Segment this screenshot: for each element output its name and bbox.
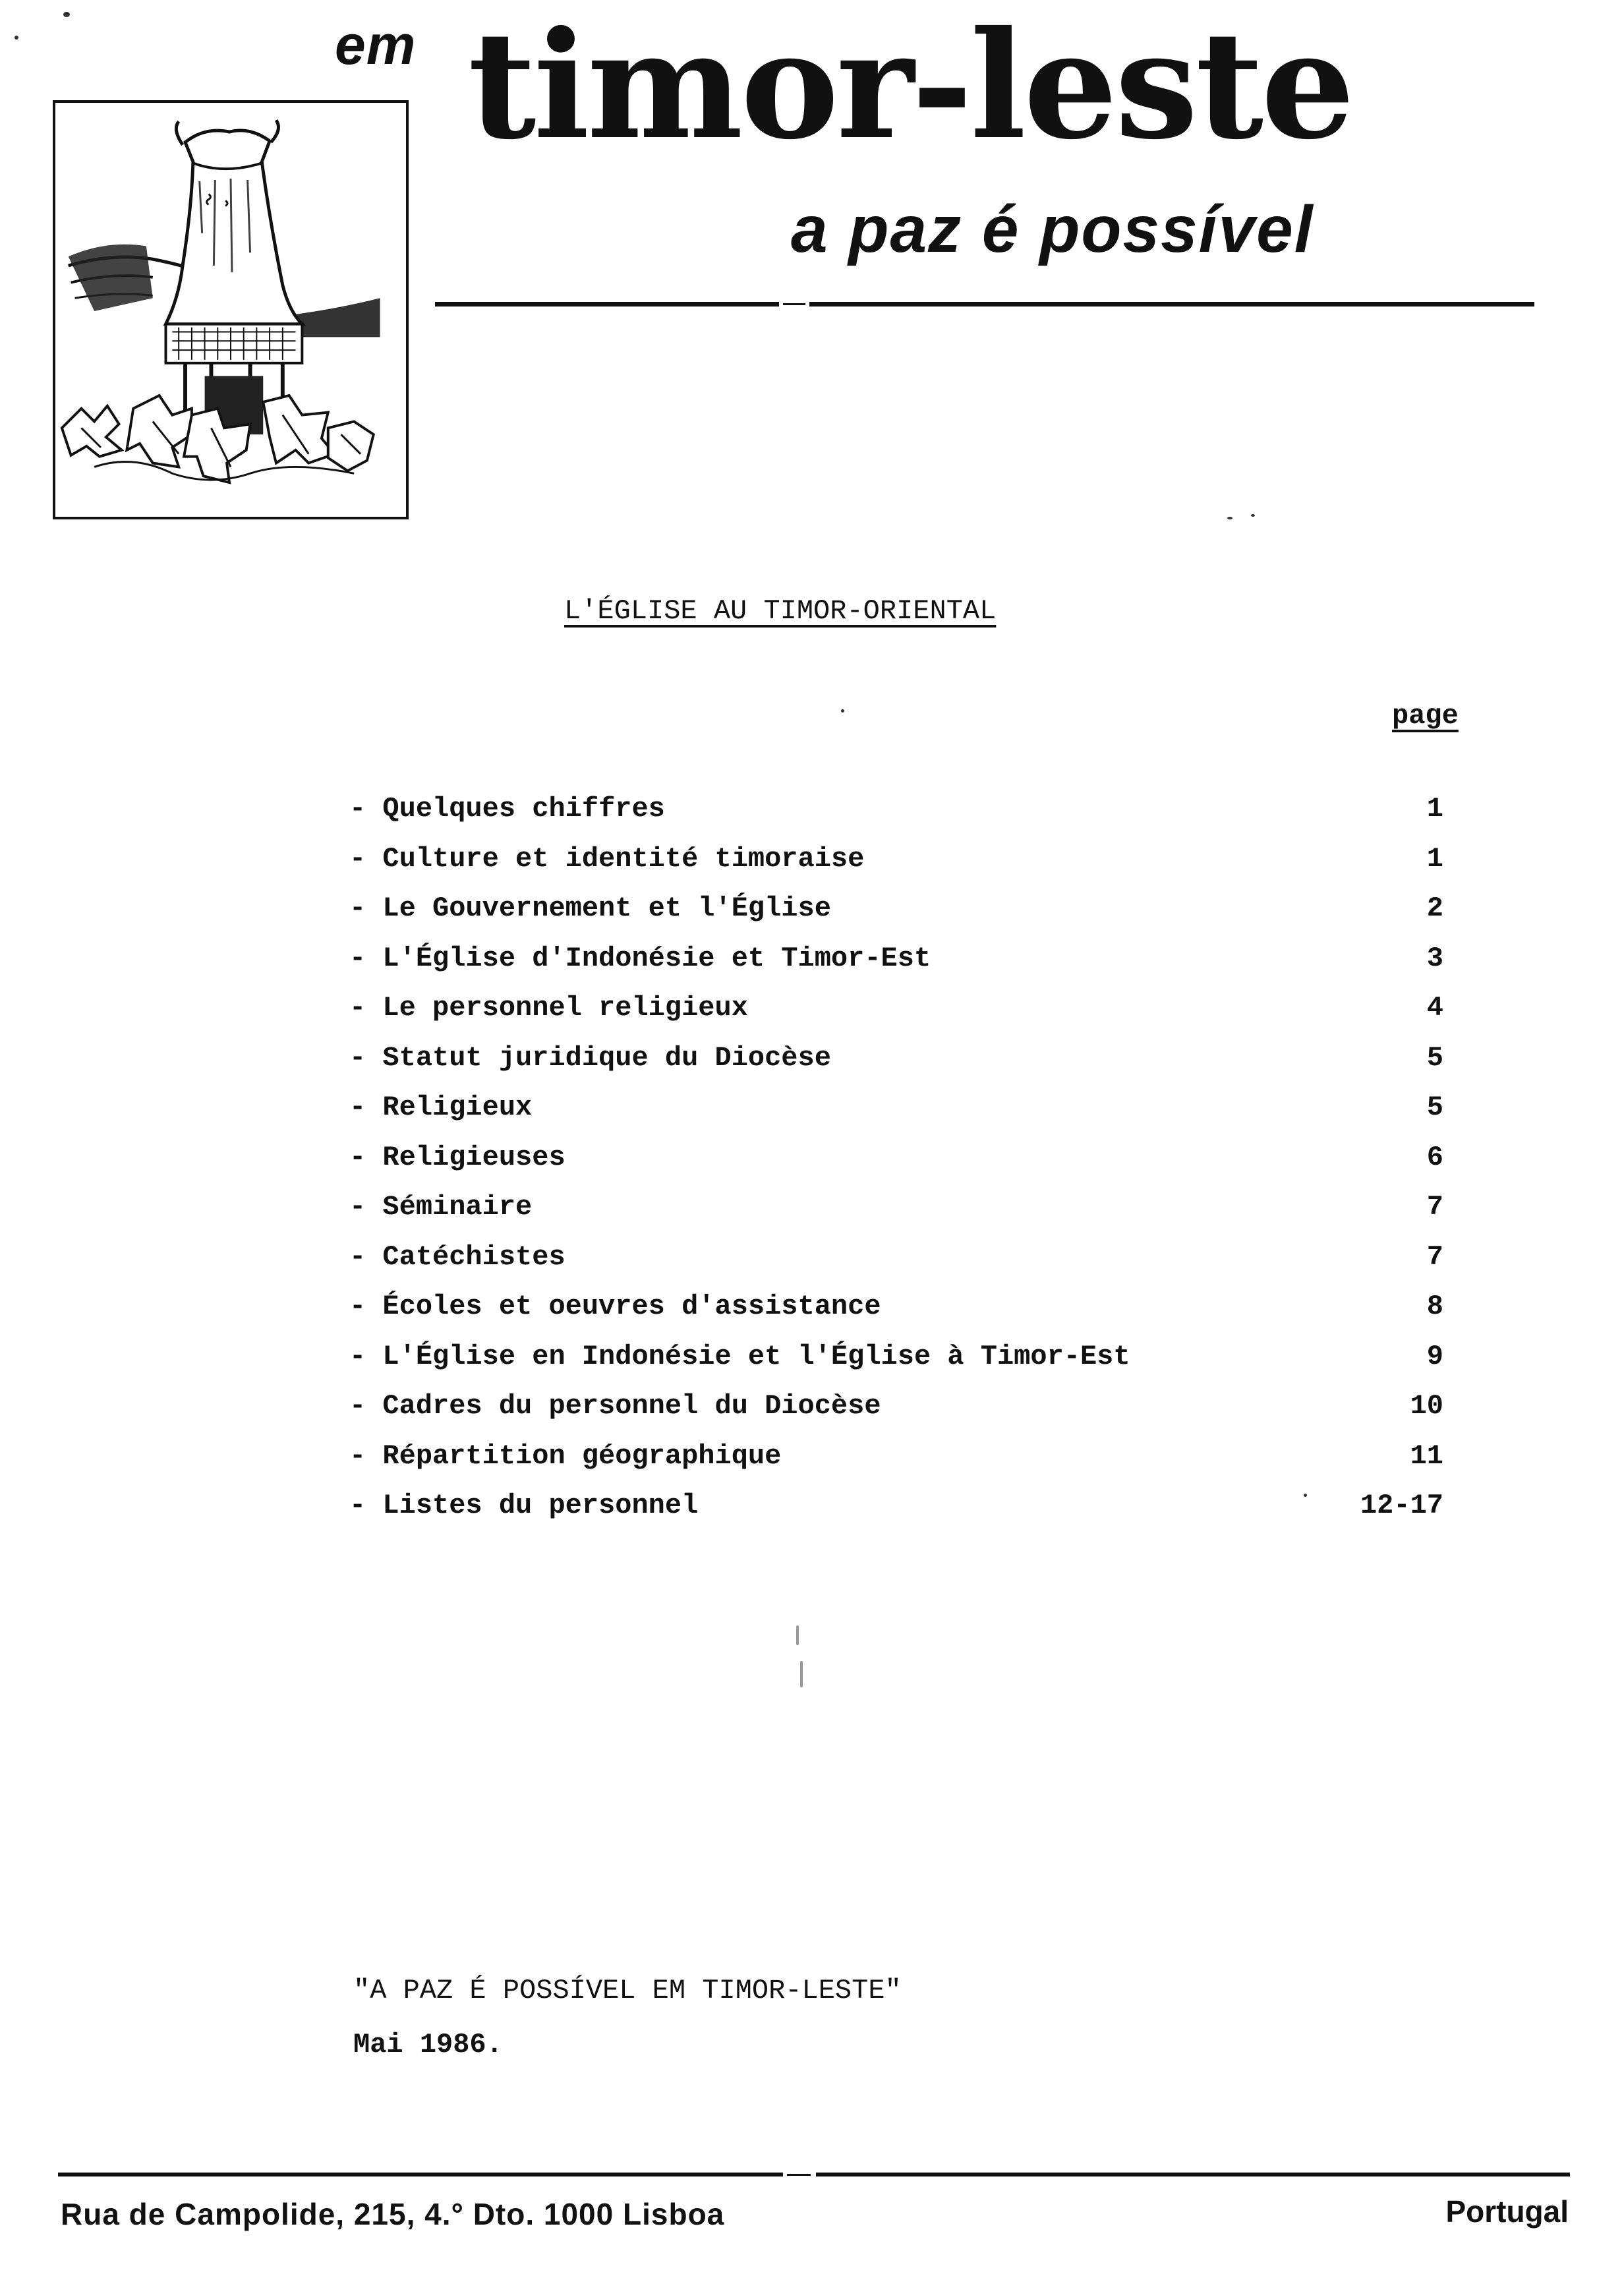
footer-rule [58, 2173, 783, 2176]
toc-entry-page: 4 [1426, 992, 1443, 1024]
table-of-contents [349, 795, 1457, 1542]
toc-entry-page: 8 [1426, 1291, 1443, 1322]
toc-entry-title: - Séminaire [349, 1191, 533, 1223]
toc-entry-page: 5 [1426, 1092, 1443, 1123]
footer-rule [816, 2173, 1570, 2176]
toc-entry-page: 1 [1426, 793, 1443, 825]
scan-speck [14, 36, 18, 40]
toc-entry-title: - Statut juridique du Diocèse [349, 1041, 831, 1074]
masthead-rule [809, 302, 1534, 307]
toc-entry-title: - Culture et identité timoraise [349, 842, 865, 875]
toc-entry-page: 1 [1426, 842, 1443, 875]
masthead-logo [53, 100, 409, 519]
toc-entry-title: - Répartition géographique [349, 1440, 782, 1472]
toc-entry [349, 1094, 1457, 1144]
toc-entry [349, 894, 1457, 945]
toc-entry-title: - Religieuses [349, 1141, 566, 1173]
toc-entry-title: - Listes du personnel [349, 1490, 699, 1521]
toc-entry [349, 1442, 1457, 1492]
toc-entry-page: 7 [1426, 1191, 1443, 1223]
toc-entry [349, 842, 1457, 895]
page-column-label: page [1392, 700, 1459, 732]
scan-speck [841, 709, 844, 713]
scan-speck [800, 1661, 803, 1687]
toc-entry-page: 9 [1426, 1340, 1443, 1372]
toc-entry [349, 994, 1457, 1044]
masthead-prefix: em [335, 14, 417, 76]
document-heading: L'ÉGLISE AU TIMOR-ORIENTAL [564, 595, 997, 627]
toc-entry-title: - L'Église en Indonésie et l'Église à Timor-Est [349, 1340, 1130, 1372]
toc-entry-page: 3 [1426, 942, 1443, 974]
toc-entry-page: 5 [1426, 1041, 1443, 1074]
scan-speck [796, 1625, 799, 1645]
scan-speck [1227, 517, 1232, 519]
publication-title: "A PAZ É POSSÍVEL EM TIMOR-LESTE" [353, 1975, 902, 2006]
toc-entry-page: 7 [1426, 1241, 1443, 1273]
masthead-rule-joint [783, 303, 805, 305]
toc-entry-page: 11 [1410, 1440, 1443, 1472]
scan-speck [63, 12, 70, 17]
toc-entry-page: 10 [1410, 1390, 1443, 1422]
toc-entry [349, 795, 1457, 845]
toc-entry-page: 12-17 [1360, 1490, 1443, 1521]
toc-entry [349, 942, 1457, 995]
toc-entry [349, 1340, 1457, 1393]
toc-entry [349, 1193, 1457, 1243]
toc-entry-title: - Catéchistes [349, 1241, 566, 1273]
footer-rule-joint [787, 2174, 811, 2176]
toc-entry [349, 1392, 1457, 1442]
toc-entry [349, 1492, 1457, 1542]
toc-entry-title: - Écoles et oeuvres d'assistance [349, 1291, 881, 1322]
footer-address: Rua de Campolide, 215, 4.° Dto. 1000 Lisboa [61, 2197, 725, 2231]
toc-entry-title: - Le personnel religieux [349, 992, 748, 1024]
toc-entry-title: - Quelques chiffres [349, 793, 665, 825]
toc-entry-title: - L'Église d'Indonésie et Timor-Est [349, 942, 931, 974]
footer-country: Portugal [1445, 2194, 1569, 2229]
masthead-rule [435, 302, 779, 307]
toc-entry [349, 1293, 1457, 1343]
toc-entry [349, 1243, 1457, 1293]
masthead-title: timor-leste [468, 0, 1352, 172]
toc-entry-title: - Religieux [349, 1092, 533, 1123]
toc-entry [349, 1041, 1457, 1094]
scan-speck [1251, 514, 1255, 517]
masthead-slogan: a paz é possível [791, 192, 1314, 266]
scan-speck [1304, 1494, 1307, 1497]
toc-entry-title: - Cadres du personnel du Diocèse [349, 1390, 881, 1422]
sacred-house-illustration-icon [55, 103, 406, 517]
toc-entry-title: - Le Gouvernement et l'Église [349, 892, 831, 924]
toc-entry [349, 1141, 1457, 1194]
toc-entry-page: 6 [1426, 1141, 1443, 1173]
publication-date: Mai 1986. [353, 2029, 503, 2060]
toc-entry-page: 2 [1426, 892, 1443, 924]
